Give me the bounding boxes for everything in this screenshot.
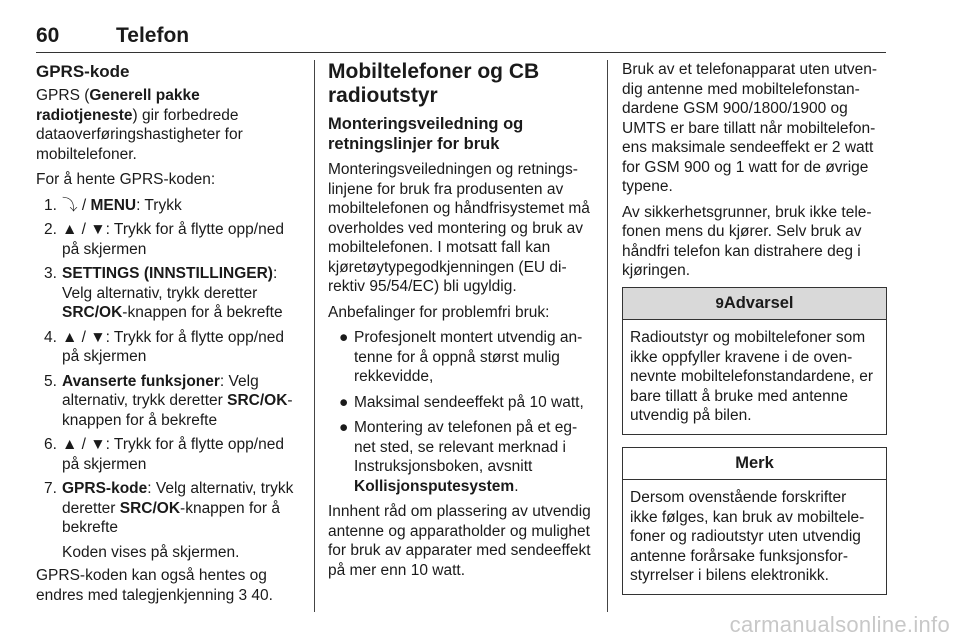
mobile-paragraph-3: Innhent råd om plassering av utvendig antenne og apparatholder og mulighet for bruk av apparater med sendeeffekt på mer enn 10 watt. xyxy=(328,503,591,579)
column-usage xyxy=(622,60,887,607)
mobile-paragraph-1: Monteringsveiledningen og retningslinjene for bruk fra produsenten av mobiltelefonen og håndfrisystemet må overholdes ved montering og bruk av mobiltelefonen. I motsatt fall kan kjøretøytypegodkjenningen (EU direktiv 95/54/EC) bli ugyldig. xyxy=(328,161,590,295)
gprs-steps xyxy=(36,196,298,538)
step-item: 5. Avanserte funksjoner: Velg alternativ, trykk deretter SRC/OK-knappen for å bekrefte xyxy=(44,372,293,429)
note-text: Dersom ovenstående forskrifter ikke følges, kan bruk av mobiltelefoner og radioutstyr uten utvendig antenne forårsake funksjonsforstyrrelser i bilens elektronikk. xyxy=(630,489,865,584)
note-box xyxy=(622,447,887,595)
column-gprs xyxy=(36,60,298,611)
bullet-icon: ● xyxy=(339,419,349,436)
step-item: 7. GPRS-kode: Velg alternativ, trykk deretter SRC/OK-knappen for å bekrefte xyxy=(44,480,294,536)
warning-text: Radioutstyr og mobiltelefoner som ikke oppfyller kravene i de ovennevnte mobiltelefonstandardene, er bare tillatt å bruke med antenne utvendig på bilen. xyxy=(630,329,873,424)
step-item: 4. ▲ / ▼: Trykk for å flytte opp/ned på skjermen xyxy=(44,328,284,365)
column-divider xyxy=(314,60,315,612)
warning-box xyxy=(622,287,887,435)
step-note: Koden vises på skjermen. xyxy=(62,543,240,561)
list-item: ● Montering av telefonen på et egnet sted, se relevant merknad i Instruksjonsboken, avsnitt Kollisjonsputesystem. xyxy=(339,419,578,495)
gprs-lead: For å hente GPRS-koden: xyxy=(36,171,216,188)
step-item: 6. ▲ / ▼: Trykk for å flytte opp/ned på skjermen xyxy=(44,436,284,473)
page-header xyxy=(36,22,886,53)
column-mobile xyxy=(328,60,593,586)
note-header: Merk xyxy=(623,448,886,481)
step-item: 2. ▲ / ▼: Trykk for å flytte opp/ned på skjermen xyxy=(44,221,284,258)
mobile-paragraph-2: Anbefalinger for problemfri bruk: xyxy=(328,303,550,321)
column-divider xyxy=(607,60,608,612)
usage-paragraph-2: Av sikkerhetsgrunner, bruk ikke telefonen mens du kjører. Selv bruk av håndfri telefon kan distrahere deg i kjøringen. xyxy=(622,203,872,279)
bullet-icon: ● xyxy=(339,329,349,346)
bullet-icon: ● xyxy=(339,393,349,411)
page-number: 60 xyxy=(36,24,60,47)
phone-icon: ⤵ xyxy=(62,196,78,214)
list-item: ● Profesjonelt montert utvendig antenne for å oppnå størst mulig rekkevidde, xyxy=(339,329,583,385)
list-item: ● Maksimal sendeeffekt på 10 watt, xyxy=(339,393,584,411)
step-item: 1. ⤵ / MENU: Trykk xyxy=(44,196,182,214)
watermark: carmanualsonline.info xyxy=(729,612,950,637)
page-reference[interactable]: 3 40. xyxy=(238,586,273,604)
warning-header: 9Advarsel xyxy=(623,288,886,321)
recommendation-list xyxy=(328,328,593,496)
subheading-guidelines: Monteringsveiledning og retningslinjer for bruk xyxy=(328,115,524,153)
usage-paragraph-1: Bruk av et telefonapparat uten utvendig antenne med mobiltelefonstandardene GSM 900/1800/1900 og UMTS er bare tillatt når mobiltelefonens maksimale sendeeffekt er 2 watt for GSM 900 og 1 watt for de øvrige typene. xyxy=(622,61,878,195)
step-item: 3. SETTINGS (INNSTILLINGER): Velg alternativ, trykk deretter SRC/OK-knappen for å bekrefte xyxy=(44,265,283,321)
page-title: Telefon xyxy=(116,24,190,47)
section-heading-mobile: Mobiltelefoner og CB radioutstyr xyxy=(328,60,540,107)
gprs-intro: GPRS (Generell pakke radiotjeneste) gir forbedrede dataoverføringshastigheter for mobiltelefoner. xyxy=(36,87,243,163)
section-heading-gprs: GPRS-kode xyxy=(36,62,130,81)
warning-icon: 9 xyxy=(715,294,724,312)
gprs-footer: GPRS-koden kan også hentes og endres med talegjenkjenning 3 40. xyxy=(36,567,273,604)
